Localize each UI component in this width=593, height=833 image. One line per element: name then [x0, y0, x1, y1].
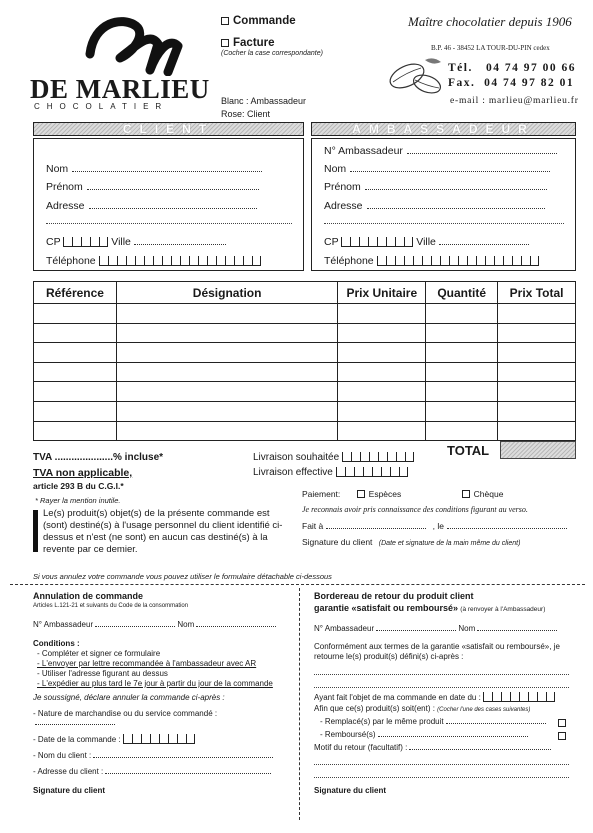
commande-option[interactable] — [221, 15, 296, 27]
cut-line-vertical — [299, 588, 300, 820]
cell-reference[interactable] — [34, 362, 117, 382]
annulation-nom-label: Nom — [177, 620, 195, 629]
amb-adresse-field[interactable] — [324, 200, 570, 212]
paiement-row — [302, 489, 572, 499]
option-replace-label: - Remplacé(s) par le même produit — [320, 717, 444, 726]
cell-reference[interactable] — [34, 304, 117, 324]
address: B.P. 46 - 38452 LA TOUR-DU-PIN cedex — [431, 44, 550, 52]
bordereau-product-line-1[interactable] — [314, 674, 569, 675]
especes-label: Espèces — [368, 489, 402, 499]
total-label: TOTAL — [447, 443, 490, 458]
client-header: CLIENT — [33, 122, 304, 136]
usage-bar — [33, 510, 38, 552]
cell-quantite[interactable] — [426, 362, 498, 382]
bordereau-signature: Signature du client — [314, 786, 387, 795]
bordereau-afin — [314, 704, 576, 713]
bordereau-guarantee-hint: (à renvoyer à l'Ambassadeur) — [460, 606, 546, 613]
amb-cp-label: CP — [324, 236, 339, 248]
cut-note: Si vous annulez votre commande vous pouvez utiliser le formulaire détachable ci-dessous — [33, 572, 332, 581]
fait-a-label: Fait à — [302, 521, 324, 531]
client-adresse-field[interactable] — [46, 200, 292, 212]
motif-line-2[interactable] — [314, 764, 569, 765]
bordereau-date-field[interactable] — [314, 692, 576, 702]
annulation-adresse-client-label: - Adresse du client : — [33, 767, 104, 776]
cut-line — [10, 584, 585, 585]
amb-telephone-boxes[interactable] — [377, 256, 539, 266]
rayer-note: * Rayer la mention inutile. — [35, 496, 121, 505]
table-row — [34, 343, 576, 363]
bordereau-section — [314, 591, 576, 795]
amb-cp-boxes[interactable] — [341, 237, 413, 247]
cell-reference[interactable] — [34, 343, 117, 363]
bordereau-afin-label: Afin que ce(s) produit(s) soit(ent) : — [314, 704, 435, 713]
cell-prix-unitaire[interactable] — [338, 343, 426, 363]
client-cp-boxes[interactable] — [63, 237, 108, 247]
amb-telephone-label: Téléphone — [324, 255, 374, 267]
fax-value: 04 74 97 82 01 — [484, 77, 575, 89]
cell-prix-total[interactable] — [498, 304, 576, 324]
facture-label: Facture — [233, 37, 275, 49]
condition-2: - L'envoyer par lettre recommandée à l'ambassadeur avec AR — [37, 659, 257, 668]
cell-designation[interactable] — [116, 421, 337, 441]
amb-ville-label: Ville — [416, 236, 436, 248]
cheque-checkbox[interactable] — [462, 490, 470, 498]
amb-adresse-label: Adresse — [324, 200, 363, 212]
signature-hint: (Date et signature de la main même du client) — [378, 540, 521, 547]
amb-prenom-field[interactable] — [324, 181, 570, 193]
motif-field[interactable] — [314, 743, 576, 752]
table-row — [34, 421, 576, 441]
table-row — [34, 304, 576, 324]
option-refund-checkbox[interactable] — [558, 732, 566, 740]
client-telephone-label: Téléphone — [46, 255, 96, 267]
amb-numero-label: N° Ambassadeur — [324, 145, 403, 157]
cell-prix-total[interactable] — [498, 382, 576, 402]
cell-quantite[interactable] — [426, 323, 498, 343]
annulation-articles: Articles L.121-21 et suivants du Code de la consommation — [33, 603, 189, 609]
annulation-amb-field[interactable] — [33, 620, 295, 629]
cell-quantite[interactable] — [426, 401, 498, 421]
signature-label: Signature du client — [302, 537, 373, 547]
copy-pink: Rose: Client — [221, 109, 271, 119]
annulation-declare: Je soussigné, déclare annuler la commande ci-après : — [33, 693, 225, 702]
cell-designation[interactable] — [116, 343, 337, 363]
annulation-date-field[interactable] — [33, 734, 295, 744]
cell-prix-unitaire[interactable] — [338, 362, 426, 382]
fax-line — [448, 77, 574, 89]
cell-quantite[interactable] — [426, 382, 498, 402]
livraison-effective-label: Livraison effective — [253, 467, 333, 478]
livraison-effective-field[interactable] — [253, 467, 408, 478]
client-prenom-field[interactable] — [46, 181, 292, 193]
cell-prix-unitaire[interactable] — [338, 304, 426, 324]
option-refund[interactable] — [314, 730, 576, 739]
cell-quantite[interactable] — [426, 421, 498, 441]
annulation-signature: Signature du client — [33, 786, 106, 795]
condition-4: - L'expédier au plus tard le 7e jour à partir du jour de la commande — [37, 679, 273, 688]
option-replace-checkbox[interactable] — [558, 719, 566, 727]
logo — [30, 14, 210, 110]
commande-label: Commande — [233, 15, 296, 27]
especes-option[interactable] — [357, 489, 402, 499]
livraison-souhaitee-boxes[interactable] — [342, 452, 414, 462]
motif-line-3[interactable] — [314, 777, 569, 778]
tva-rate-field[interactable]: TVA .....................% incluse* — [33, 452, 164, 463]
tel-label: Tél. — [448, 62, 473, 74]
total-value-box[interactable] — [500, 441, 576, 459]
doc-type-hint: (Cocher la case correspondante) — [221, 50, 323, 57]
cell-prix-total[interactable] — [498, 421, 576, 441]
cell-prix-unitaire[interactable] — [338, 401, 426, 421]
client-telephone-field[interactable] — [46, 255, 296, 267]
annulation-date-boxes[interactable] — [123, 734, 195, 744]
livraison-souhaitee-label: Livraison souhaitée — [253, 452, 340, 463]
cell-prix-unitaire[interactable] — [338, 421, 426, 441]
brand-sub: CHOCOLATIER — [34, 102, 169, 111]
col-prix-total: Prix Total — [498, 282, 576, 304]
cell-prix-unitaire[interactable] — [338, 382, 426, 402]
annulation-nom-client-field[interactable] — [33, 751, 295, 760]
order-table — [33, 281, 576, 441]
facture-option[interactable] — [221, 37, 275, 49]
amb-prenom-label: Prénom — [324, 181, 361, 193]
especes-checkbox[interactable] — [357, 490, 365, 498]
bordereau-date-label: Ayant fait l'objet de ma commande en date du : — [314, 693, 481, 702]
ambassadeur-panel — [311, 138, 576, 271]
client-cp-field[interactable] — [46, 236, 296, 248]
amb-numero-field[interactable] — [324, 145, 570, 157]
cell-prix-total[interactable] — [498, 401, 576, 421]
order-table-header — [34, 282, 576, 304]
bordereau-date-boxes[interactable] — [483, 692, 555, 702]
annulation-nature-label: - Nature de marchandise ou du service commandé : — [33, 709, 218, 718]
bordereau-guarantee — [314, 603, 576, 613]
client-panel — [33, 138, 304, 271]
cell-reference[interactable] — [34, 323, 117, 343]
annulation-nature-field[interactable] — [33, 709, 295, 727]
copy-white: Blanc : Ambassadeur — [221, 96, 307, 106]
cell-designation[interactable] — [116, 304, 337, 324]
bordereau-amb-field[interactable] — [314, 624, 576, 633]
cell-prix-total[interactable] — [498, 343, 576, 363]
client-adresse-line2[interactable] — [46, 223, 292, 224]
annulation-title: Annulation de commande — [33, 591, 144, 601]
tagline: Maître chocolatier depuis 1906 — [408, 14, 572, 29]
col-quantite: Quantité — [426, 282, 498, 304]
tva-non-applicable: TVA non applicable, — [33, 467, 133, 479]
commande-checkbox[interactable] — [221, 17, 229, 25]
cell-designation[interactable] — [116, 362, 337, 382]
table-row — [34, 362, 576, 382]
bordereau-title: Bordereau de retour du produit client — [314, 591, 474, 601]
annulation-section — [33, 591, 295, 795]
tva-article: article 293 B du C.G.I.* — [33, 481, 124, 491]
livraison-souhaitee-field[interactable] — [253, 452, 414, 463]
facture-checkbox[interactable] — [221, 39, 229, 47]
annulation-amb-label: N° Ambassadeur — [33, 620, 94, 629]
tel-line — [448, 62, 576, 74]
amb-adresse-line2[interactable] — [324, 223, 564, 224]
amb-nom-field[interactable] — [324, 163, 570, 175]
tel-value: 04 74 97 00 66 — [485, 62, 576, 74]
client-adresse-label: Adresse — [46, 200, 85, 212]
amb-nom-label: Nom — [324, 163, 347, 175]
signature-row — [302, 537, 520, 547]
option-replace[interactable] — [314, 717, 576, 726]
bordereau-nom-label: Nom — [458, 624, 476, 633]
condition-3: - Utiliser l'adresse figurant au dessus — [37, 669, 168, 678]
conditions-title: Conditions : — [33, 639, 80, 648]
col-prix-unitaire: Prix Unitaire — [338, 282, 426, 304]
paiement-label: Paiement: — [302, 489, 341, 499]
cell-quantite[interactable] — [426, 343, 498, 363]
email: e-mail : marlieu@marlieu.fr — [450, 96, 579, 106]
option-refund-label: - Remboursé(s) — [320, 730, 376, 739]
cell-designation[interactable] — [116, 323, 337, 343]
fax-label: Fax. — [448, 77, 476, 89]
client-ville-label: Ville — [111, 236, 131, 248]
cell-prix-unitaire[interactable] — [338, 323, 426, 343]
logo-mark — [80, 14, 190, 76]
ambassadeur-header: AMBASSADEUR — [311, 122, 576, 136]
bordereau-amb-label: N° Ambassadeur — [314, 624, 375, 633]
cell-prix-total[interactable] — [498, 362, 576, 382]
usage-note: Le(s) produit(s) objet(s) de la présente commande est (sont) destiné(s) à l'usage personnel du client identifié ci-dessus et n'est (ne sont) en aucun cas destiné(s) à la revente par ce demier. — [43, 508, 283, 555]
reconnais-note: Je reconnais avoir pris connaissance des conditions figurant au verso. — [302, 505, 528, 514]
bordereau-conform: Conformément aux termes de la garantie «satisfait ou remboursé», je retourne le(s) produit(s) défini(s) ci-après : — [314, 642, 560, 661]
amb-telephone-field[interactable] — [324, 255, 574, 267]
cell-quantite[interactable] — [426, 304, 498, 324]
amb-cp-field[interactable] — [324, 236, 574, 248]
col-reference: Référence — [34, 282, 117, 304]
bordereau-afin-hint: (Cocher l'une des cases suivantes) — [437, 707, 531, 713]
le-label: , le — [432, 521, 444, 531]
client-telephone-boxes[interactable] — [99, 256, 261, 266]
cell-reference[interactable] — [34, 382, 117, 402]
annulation-nom-client-label: - Nom du client : — [33, 751, 92, 760]
cheque-label: Chèque — [473, 489, 504, 499]
cell-reference[interactable] — [34, 421, 117, 441]
client-nom-field[interactable] — [46, 163, 292, 175]
livraison-effective-boxes[interactable] — [336, 467, 408, 477]
cell-prix-total[interactable] — [498, 323, 576, 343]
bordereau-guarantee-title: garantie «satisfait ou remboursé» — [314, 603, 459, 613]
cell-reference[interactable] — [34, 401, 117, 421]
annulation-adresse-client-field[interactable] — [33, 767, 295, 776]
table-row — [34, 401, 576, 421]
table-row — [34, 382, 576, 402]
motif-label: Motif du retour (facultatif) : — [314, 743, 408, 752]
col-designation: Désignation — [116, 282, 337, 304]
bordereau-product-line-2[interactable] — [314, 687, 569, 688]
fait-a-field[interactable] — [302, 521, 574, 531]
condition-1: - Compléter et signer ce formulaire — [37, 649, 161, 658]
cell-designation[interactable] — [116, 401, 337, 421]
client-cp-label: CP — [46, 236, 61, 248]
cocoa-pod-illustration — [385, 54, 445, 98]
annulation-date-label: - Date de la commande : — [33, 735, 121, 744]
table-row — [34, 323, 576, 343]
cheque-option[interactable] — [462, 489, 504, 499]
brand-name: DE MARLIEU — [30, 74, 210, 104]
cell-designation[interactable] — [116, 382, 337, 402]
client-nom-label: Nom — [46, 163, 69, 175]
client-prenom-label: Prénom — [46, 181, 83, 193]
